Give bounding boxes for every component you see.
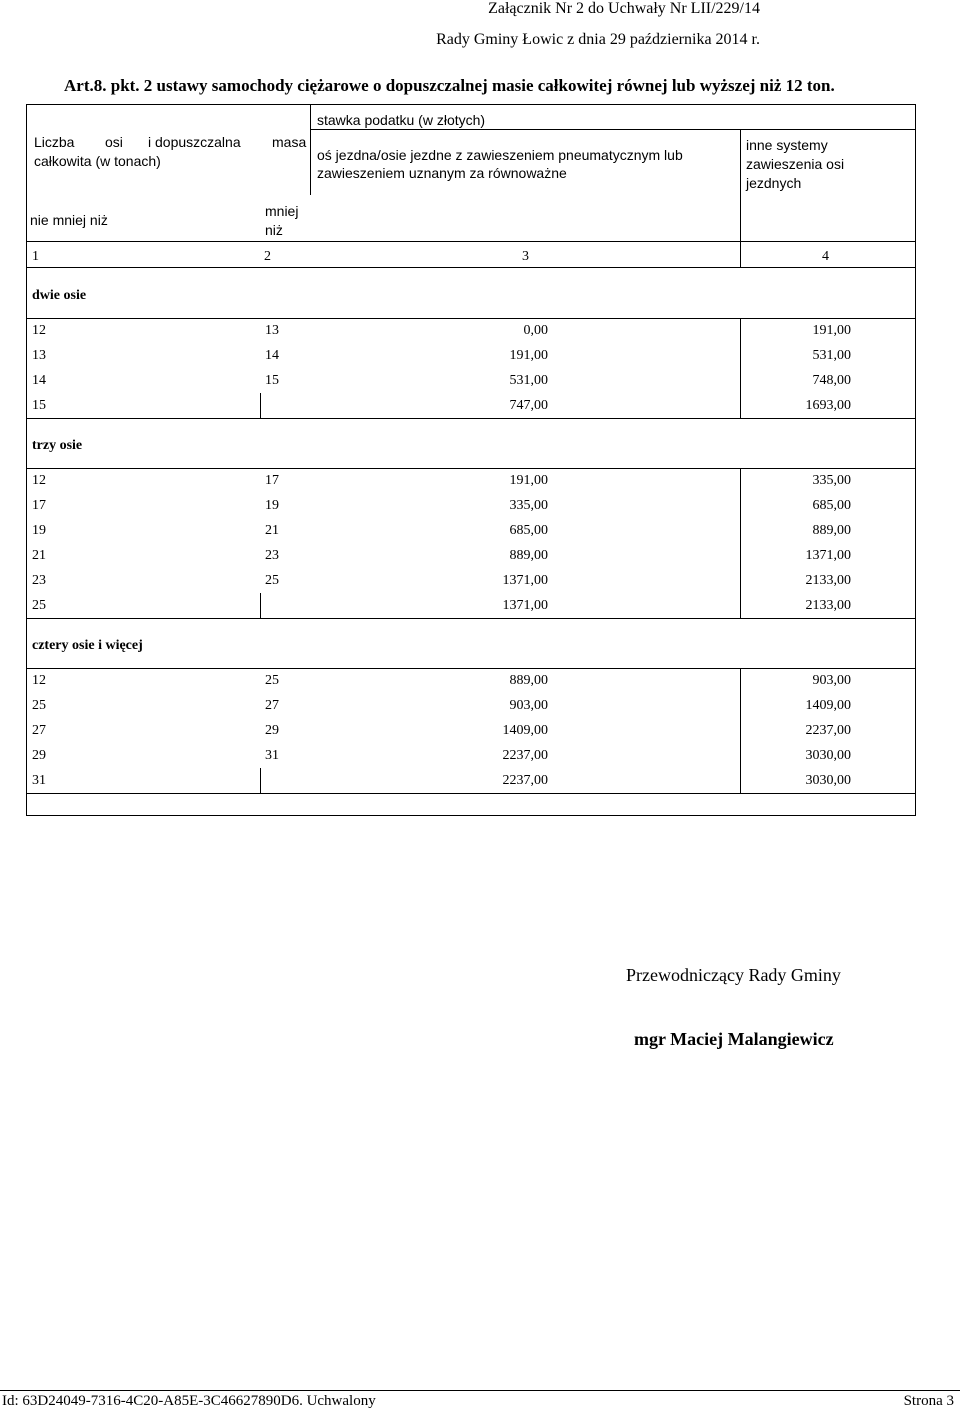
- cell-rate-pneumatic: 0,00: [523, 323, 548, 338]
- axles-label-line2: całkowita (w tonach): [34, 153, 161, 169]
- axles-label-w3: i dopuszczalna: [148, 134, 241, 150]
- cell-rate-other: 191,00: [812, 323, 851, 338]
- cell-max-mass: 21: [265, 523, 279, 538]
- cell-rate-other: 2133,00: [805, 573, 851, 588]
- pneumatic-label-line1: oś jezdna/osie jezdne z zawieszeniem pneumatycznym lub: [317, 147, 683, 163]
- signature-name: mgr Maciej Malangiewicz: [634, 1029, 834, 1049]
- cell-max-mass: 17: [265, 473, 279, 488]
- cell-max-mass: 15: [265, 373, 279, 388]
- cell-min-mass: 15: [32, 398, 46, 413]
- cell-rate-other: 903,00: [812, 673, 851, 688]
- less-label-line1: mniej: [265, 203, 299, 219]
- cell-rate-pneumatic: 1371,00: [502, 573, 548, 588]
- cell-rate-other: 1371,00: [805, 548, 851, 563]
- cell-max-mass: 19: [265, 498, 279, 513]
- pneumatic-label-line2: zawieszeniem uznanym za równoważne: [317, 165, 567, 181]
- cell-rate-pneumatic: 191,00: [509, 473, 548, 488]
- cell-max-mass: 14: [265, 348, 279, 363]
- cell-min-mass: 12: [32, 323, 46, 338]
- col-number-3: 3: [522, 249, 529, 264]
- page-number: Strona 3: [903, 1393, 954, 1409]
- cell-rate-other: 3030,00: [805, 773, 851, 788]
- cell-rate-pneumatic: 747,00: [509, 398, 548, 413]
- article-title: Art.8. pkt. 2 ustawy samochody ciężarowe o dopuszczalnej masie całkowitej równej lub wyższej niż 12 ton.: [64, 76, 835, 95]
- cell-rate-pneumatic: 191,00: [509, 348, 548, 363]
- cell-min-mass: 12: [32, 673, 46, 688]
- cell-min-mass: 29: [32, 748, 46, 763]
- cell-min-mass: 17: [32, 498, 46, 513]
- cell-rate-other: 335,00: [812, 473, 851, 488]
- document-id: Id: 63D24049-7316-4C20-A85E-3C46627890D6. Uchwalony: [2, 1393, 376, 1409]
- cell-rate-other: 531,00: [812, 348, 851, 363]
- cell-max-mass: 13: [265, 323, 279, 338]
- other-label-line1: inne systemy: [746, 137, 828, 153]
- cell-min-mass: 25: [32, 698, 46, 713]
- cell-max-mass: 31: [265, 748, 279, 763]
- axles-label-w2: osi: [105, 134, 123, 150]
- section-title: cztery osie i więcej: [32, 638, 143, 653]
- cell-rate-pneumatic: 903,00: [509, 698, 548, 713]
- cell-rate-pneumatic: 889,00: [509, 548, 548, 563]
- cell-min-mass: 14: [32, 373, 46, 388]
- other-label-line2: zawieszenia osi: [746, 156, 845, 172]
- less-label-line2: niż: [265, 222, 283, 238]
- rate-label: stawka podatku (w złotych): [317, 112, 486, 128]
- cell-rate-pneumatic: 1409,00: [502, 723, 548, 738]
- cell-rate-pneumatic: 685,00: [509, 523, 548, 538]
- axles-label-w4: masa: [272, 134, 307, 150]
- col-number-2: 2: [264, 249, 271, 264]
- cell-max-mass: 27: [265, 698, 279, 713]
- tax-rate-table: [26, 104, 916, 816]
- axles-label-w1: Liczba: [34, 134, 75, 150]
- not-less-label: nie mniej niż: [30, 212, 108, 228]
- cell-rate-other: 685,00: [812, 498, 851, 513]
- cell-min-mass: 19: [32, 523, 46, 538]
- section-title: trzy osie: [32, 438, 83, 453]
- other-label-line3: jezdnych: [746, 175, 802, 191]
- cell-rate-pneumatic: 889,00: [509, 673, 548, 688]
- cell-rate-other: 889,00: [812, 523, 851, 538]
- cell-rate-other: 2237,00: [805, 723, 851, 738]
- col-number-4: 4: [822, 249, 829, 264]
- cell-rate-other: 1693,00: [805, 398, 851, 413]
- cell-rate-pneumatic: 1371,00: [502, 598, 548, 613]
- cell-rate-other: 748,00: [812, 373, 851, 388]
- cell-min-mass: 31: [32, 773, 46, 788]
- cell-max-mass: 25: [265, 673, 279, 688]
- cell-rate-other: 1409,00: [805, 698, 851, 713]
- col-number-1: 1: [32, 249, 39, 264]
- cell-rate-pneumatic: 2237,00: [502, 748, 548, 763]
- cell-min-mass: 21: [32, 548, 46, 563]
- cell-min-mass: 12: [32, 473, 46, 488]
- cell-rate-pneumatic: 335,00: [509, 498, 548, 513]
- attachment-subtitle: Rady Gminy Łowic z dnia 29 października 2014 r.: [436, 31, 760, 48]
- cell-min-mass: 27: [32, 723, 46, 738]
- cell-max-mass: 23: [265, 548, 279, 563]
- cell-min-mass: 13: [32, 348, 46, 363]
- signature-title: Przewodniczący Rady Gminy: [626, 965, 841, 985]
- cell-max-mass: 29: [265, 723, 279, 738]
- cell-rate-pneumatic: 2237,00: [502, 773, 548, 788]
- attachment-title: Załącznik Nr 2 do Uchwały Nr LII/229/14: [488, 0, 760, 17]
- section-title: dwie osie: [32, 288, 87, 303]
- cell-rate-other: 3030,00: [805, 748, 851, 763]
- cell-max-mass: 25: [265, 573, 279, 588]
- cell-min-mass: 25: [32, 598, 46, 613]
- cell-rate-other: 2133,00: [805, 598, 851, 613]
- footer-divider: [0, 1390, 960, 1391]
- cell-min-mass: 23: [32, 573, 46, 588]
- cell-rate-pneumatic: 531,00: [509, 373, 548, 388]
